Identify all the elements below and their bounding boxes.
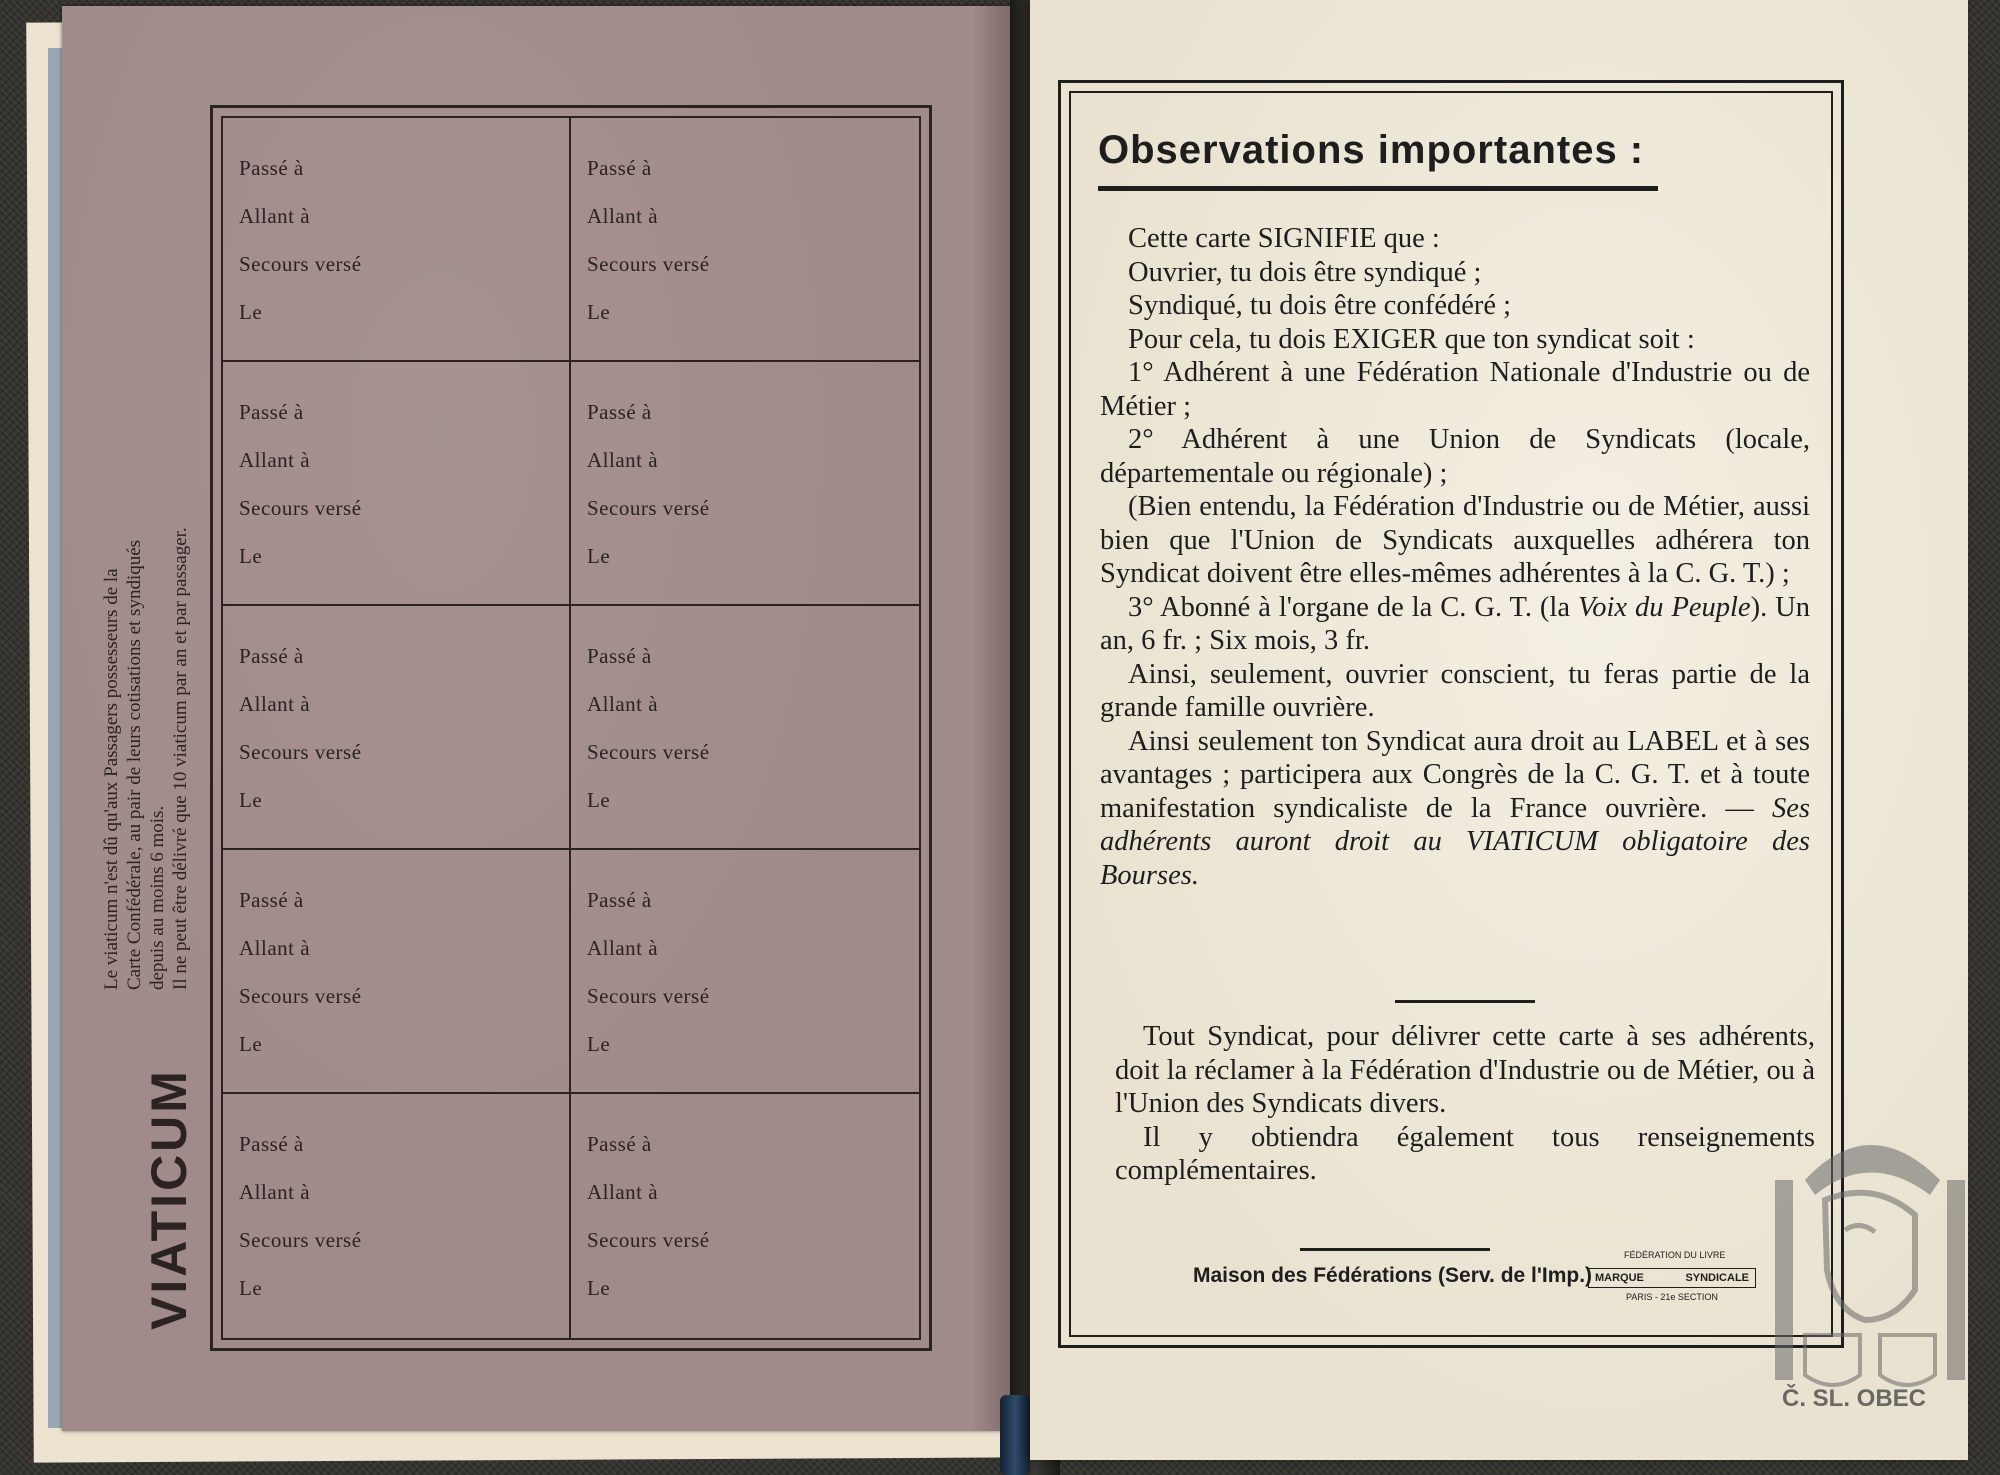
printer-imprint: Maison des Fédérations (Serv. de l'Imp.): [1193, 1264, 1593, 1287]
entry-label-passe: Passé à: [239, 644, 304, 668]
paragraph: Ouvrier, tu dois être syndiqué ;: [1128, 256, 1482, 288]
entry-label-le: Le: [587, 1276, 611, 1300]
viaticum-title: VIATICUM: [141, 1068, 197, 1330]
entry-label-secours: Secours versé: [587, 740, 710, 764]
observations-title: Observations importantes :: [1098, 128, 1645, 172]
entry-label-passe: Passé à: [239, 400, 304, 424]
paragraph: (Bien entendu, la Fédération d'Industrie ou de Métier, aussi bien que l'Union de Syndicats auxquelles adhérera ton Syndicat doivent être elles-mêmes adhérentes à la C. G. T.) ;: [1100, 491, 1810, 589]
entry-label-passe: Passé à: [239, 156, 304, 180]
entry-label-le: Le: [587, 300, 611, 324]
passage-entry: [223, 118, 571, 362]
entry-label-allant: Allant à: [239, 204, 311, 228]
entry-label-secours: Secours versé: [587, 252, 710, 276]
passage-entry: [571, 850, 919, 1094]
passage-entry: [571, 118, 919, 362]
entry-label-allant: Allant à: [587, 692, 659, 716]
viaticum-rules: Le viaticum n'est dû qu'aux Passagers possesseurs de la Carte Confédérale, au pair de leurs cotisations et syndiqués depuis au moins 6 mois. Il ne peut être délivré que 10 viaticum par an et par passager.: [101, 527, 191, 990]
entry-label-allant: Allant à: [239, 1180, 311, 1204]
passage-entry: [223, 606, 571, 850]
title-underline: [1098, 186, 1658, 191]
entry-label-le: Le: [239, 300, 263, 324]
entry-label-allant: Allant à: [587, 204, 659, 228]
bookmark-ribbon: [1000, 1395, 1030, 1475]
entry-label-allant: Allant à: [587, 448, 659, 472]
passage-entry: [223, 850, 571, 1094]
entry-label-secours: Secours versé: [239, 252, 362, 276]
entry-label-secours: Secours versé: [239, 1228, 362, 1252]
passage-entry: [223, 1094, 571, 1338]
entry-label-passe: Passé à: [587, 888, 652, 912]
entry-label-passe: Passé à: [587, 156, 652, 180]
entry-label-passe: Passé à: [587, 644, 652, 668]
passage-entry: [223, 362, 571, 606]
observations-body: [1100, 222, 1810, 892]
paragraph: 2° Adhérent à une Union de Syndicats (locale, départementale ou régionale) ;: [1100, 424, 1810, 489]
entry-label-allant: Allant à: [239, 692, 311, 716]
passage-entry: [571, 362, 919, 606]
entry-label-le: Le: [239, 1032, 263, 1056]
entry-label-le: Le: [587, 1032, 611, 1056]
entry-label-passe: Passé à: [239, 1132, 304, 1156]
viaticum-side-text: [100, 130, 210, 1330]
passage-entry: [571, 606, 919, 850]
passage-grid: [210, 105, 932, 1351]
passage-entry: [571, 1094, 919, 1338]
entry-label-passe: Passé à: [587, 1132, 652, 1156]
paragraph: 3° Abonné à l'organe de la C. G. T. (la Voix du Peuple). Un an, 6 fr. ; Six mois, 3 fr.: [1100, 591, 1810, 656]
entry-label-le: Le: [239, 544, 263, 568]
entry-label-passe: Passé à: [239, 888, 304, 912]
watermark-emblem-icon: [1765, 1120, 1975, 1420]
entry-label-allant: Allant à: [587, 936, 659, 960]
paragraph: Cette carte SIGNIFIE que :: [1128, 223, 1440, 254]
entry-label-allant: Allant à: [239, 448, 311, 472]
entry-label-secours: Secours versé: [587, 984, 710, 1008]
section-divider: [1395, 1000, 1535, 1003]
footer-divider: [1300, 1248, 1490, 1251]
entry-label-le: Le: [587, 788, 611, 812]
entry-label-passe: Passé à: [587, 400, 652, 424]
observations-footer-text: [1115, 1020, 1815, 1188]
paragraph: 1° Adhérent à une Fédération Nationale d'Industrie ou de Métier ;: [1100, 357, 1810, 422]
paragraph: Syndiqué, tu dois être confédéré ;: [1128, 290, 1512, 321]
paragraph: Tout Syndicat, pour délivrer cette carte à ses adhérents, doit la réclamer à la Fédération d'Industrie ou de Métier, ou à l'Union des Syndicats divers.: [1115, 1021, 1815, 1119]
entry-label-secours: Secours versé: [239, 984, 362, 1008]
union-label-mark: FÉDÉRATION DU LIVRE MARQUE SYNDICALE PARIS - 21e SECTION: [1588, 1250, 1756, 1306]
entry-label-le: Le: [239, 788, 263, 812]
entry-label-secours: Secours versé: [239, 740, 362, 764]
entry-label-allant: Allant à: [239, 936, 311, 960]
entry-label-allant: Allant à: [587, 1180, 659, 1204]
watermark-text: Č. SL. OBEC: [1782, 1385, 1927, 1412]
entry-label-le: Le: [587, 544, 611, 568]
paragraph: Il y obtiendra également tous renseignements complémentaires.: [1115, 1121, 1815, 1186]
paragraph: Ainsi seulement ton Syndicat aura droit au LABEL et à ses avantages ; participera aux Congrès de la C. G. T. et à toute manifestation syndicaliste de la France ouvrière. — Ses adhérents auront droit au VIATICUM obligatoire des Bourses.: [1100, 725, 1810, 891]
entry-label-secours: Secours versé: [239, 496, 362, 520]
entry-label-le: Le: [239, 1276, 263, 1300]
entry-label-secours: Secours versé: [587, 496, 710, 520]
paragraph: Ainsi, seulement, ouvrier conscient, tu feras partie de la grande famille ouvrière.: [1100, 658, 1810, 723]
paragraph: Pour cela, tu dois EXIGER que ton syndicat soit :: [1128, 323, 1695, 355]
entry-label-secours: Secours versé: [587, 1228, 710, 1252]
